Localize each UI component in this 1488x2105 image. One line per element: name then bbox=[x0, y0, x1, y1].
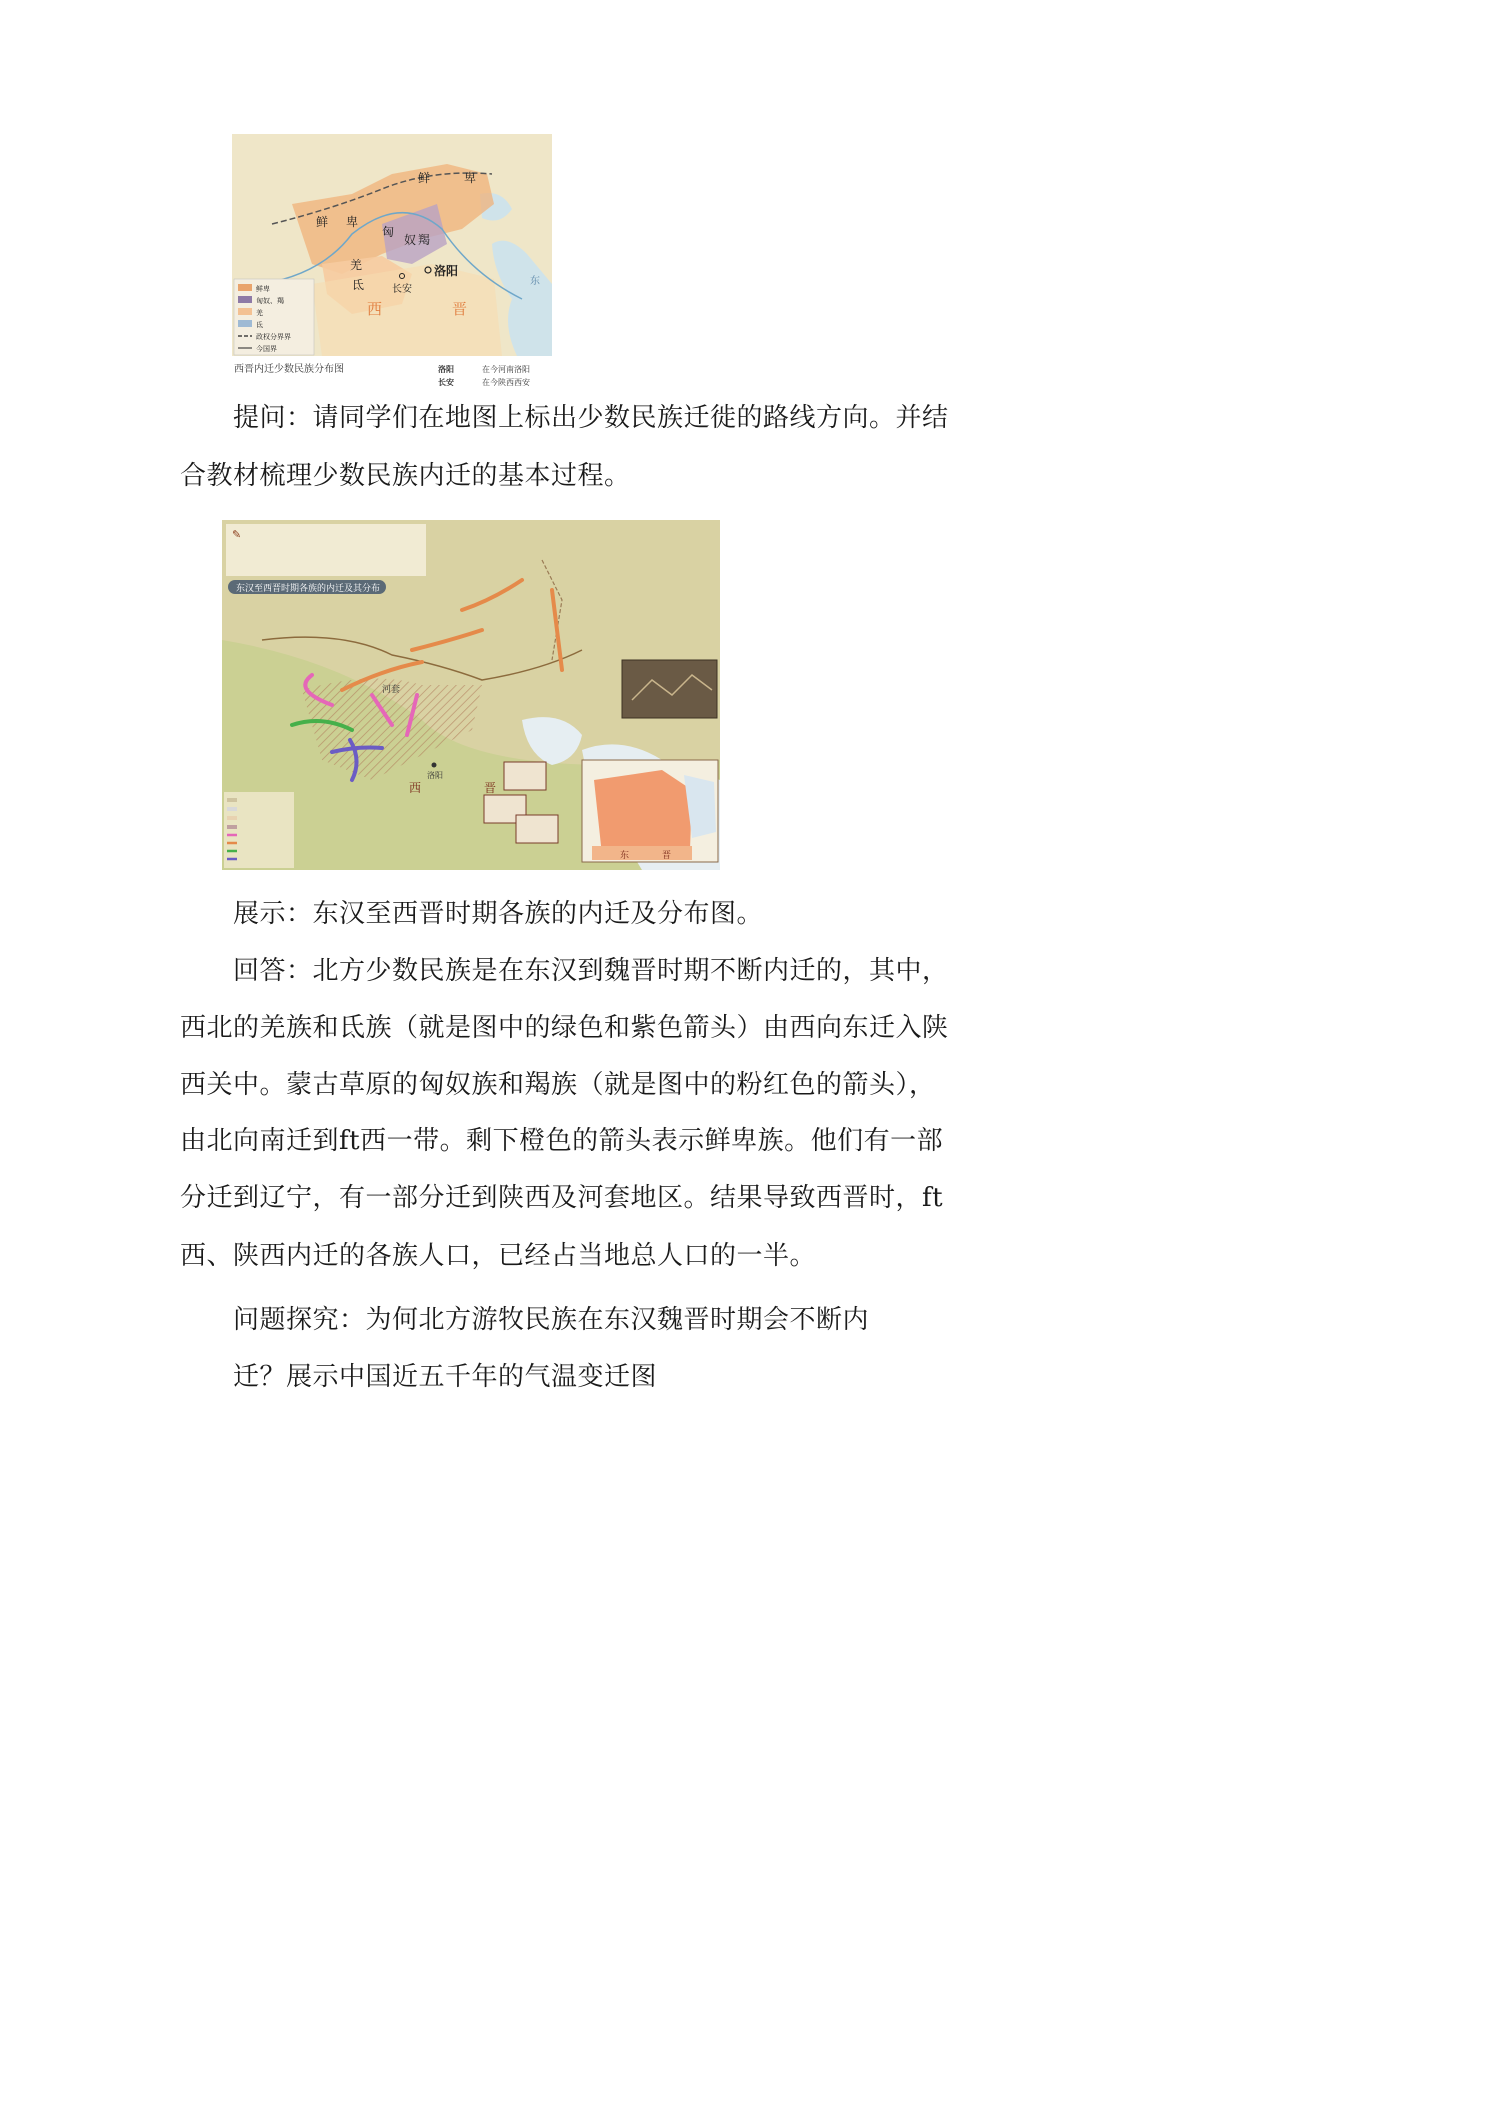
inset-label-jin: 晋 bbox=[662, 851, 672, 861]
map1-note-changan-place: 长安 bbox=[438, 378, 454, 387]
map1-label-xiongnu-2: 奴 bbox=[404, 233, 417, 247]
map1-label-changan: 长安 bbox=[392, 284, 412, 295]
map1-label-jie: 羯 bbox=[418, 233, 431, 247]
answer-line-2: 西北的羌族和氐族（就是图中的绿色和紫色箭头）由西向东迁入陕 bbox=[180, 1013, 949, 1043]
map1-label-qiang: 羌 bbox=[350, 258, 363, 272]
map2-title: 东汉至西晋时期各族的内迁及其分布 bbox=[236, 584, 381, 594]
map1-label-dong: 东 bbox=[530, 276, 540, 287]
answer-line-3: 西关中。蒙古草原的匈奴族和羯族（就是图中的粉红色的箭头）， bbox=[180, 1070, 936, 1100]
map2-label-luoyang: 洛阳 bbox=[427, 771, 443, 780]
answer-line-5: 分迁到辽宁，有一部分迁到陕西及河套地区。结果导致西晋时，ft bbox=[180, 1183, 944, 1213]
map2-legend bbox=[224, 792, 294, 868]
map2-label-jin: 晋 bbox=[484, 781, 497, 795]
map2-mural-photo bbox=[622, 660, 717, 718]
question-line-2: 合教材梳理少数民族内迁的基本过程。 bbox=[180, 461, 631, 491]
svg-text:匈奴、羯: 匈奴、羯 bbox=[256, 297, 284, 305]
brick-painting-3 bbox=[516, 815, 558, 843]
map1-label-xianbei-2: 卑 bbox=[464, 171, 477, 185]
answer-line-6: 西、陕西内迁的各族人口，已经占当地总人口的一半。 bbox=[180, 1241, 817, 1271]
question-line-1: 提问：请同学们在地图上标出少数民族迁徙的路线方向。并结 bbox=[233, 403, 949, 433]
answer-line-1: 回答：北方少数民族是在东汉到魏晋时期不断内迁的，其中， bbox=[233, 956, 949, 986]
svg-text:氐: 氐 bbox=[256, 321, 263, 329]
map2-info-box bbox=[226, 524, 426, 576]
map1-caption: 西晋内迁少数民族分布图 bbox=[234, 364, 344, 375]
map1-label-di: 氐 bbox=[352, 278, 365, 292]
map2-label-xi: 西 bbox=[409, 781, 422, 795]
svg-text:鲜卑: 鲜卑 bbox=[256, 285, 270, 293]
map1-legend bbox=[234, 279, 314, 355]
map1-label-luoyang: 洛阳 bbox=[434, 264, 459, 278]
svg-text:羌: 羌 bbox=[256, 309, 263, 317]
inset-map bbox=[582, 760, 718, 862]
brick-painting-1 bbox=[504, 762, 546, 790]
show-line: 展示：东汉至西晋时期各族的内迁及分布图。 bbox=[233, 899, 764, 929]
map1-label-xiongnu-1: 匈 bbox=[382, 225, 395, 239]
map1-note-luoyang-place: 洛阳 bbox=[438, 365, 454, 374]
answer-line-4: 由北向南迁到ft西一带。剩下橙色的箭头表示鲜卑族。他们有一部 bbox=[180, 1126, 944, 1156]
inset-label-dong: 东 bbox=[620, 851, 630, 861]
map1-label-xianbei-4: 卑 bbox=[346, 215, 359, 229]
map1-note-changan-text: 在今陕西西安 bbox=[482, 378, 530, 387]
map1-note-luoyang-text: 在今河南洛阳 bbox=[482, 365, 530, 374]
map2-label-hetao: 河套 bbox=[382, 685, 401, 695]
map2-info-icon: ✎ bbox=[232, 528, 242, 541]
map2-luoyang-marker bbox=[432, 763, 437, 768]
inquiry-line-2: 迁？展示中国近五千年的气温变迁图 bbox=[233, 1362, 658, 1392]
svg-text:政权分界界: 政权分界界 bbox=[256, 333, 291, 341]
svg-text:今国界: 今国界 bbox=[256, 345, 277, 353]
map1-label-xianbei-3: 鲜 bbox=[316, 215, 329, 229]
eastern-han-migration-map bbox=[222, 520, 720, 870]
map1-label-xianbei-1: 鲜 bbox=[418, 171, 431, 185]
western-jin-migration-map bbox=[232, 134, 552, 392]
map1-label-jin: 晋 bbox=[452, 300, 468, 318]
inquiry-line-1: 问题探究：为何北方游牧民族在东汉魏晋时期会不断内 bbox=[233, 1305, 870, 1335]
map1-label-xi: 西 bbox=[367, 300, 383, 318]
